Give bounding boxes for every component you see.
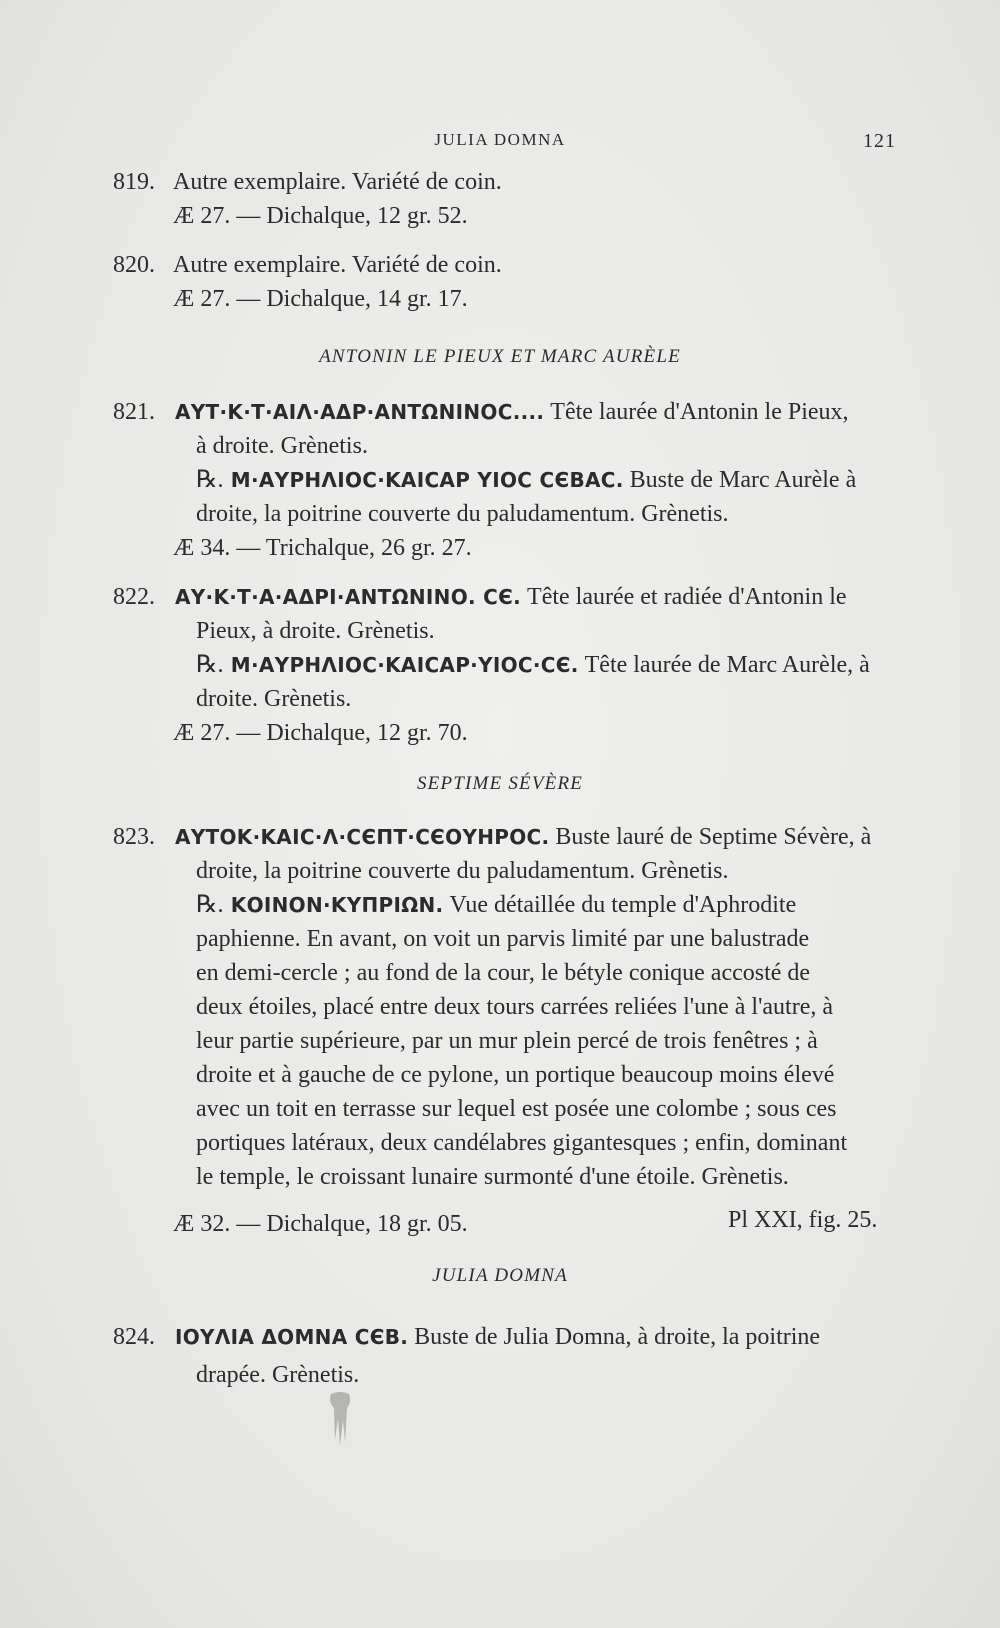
entry-text: portiques latéraux, deux candélabres gigantesques ; enfin, dominant (196, 1130, 848, 1156)
greek-legend: Μ·ΑΥΡΗΛΙΟϹ·ΚΑΙϹΑΡ ΥΙΟϹ ϹЄΒΑϹ. (223, 468, 624, 492)
entry-number: 824. (113, 1324, 155, 1350)
entry-text: le temple, le croissant lunaire surmonté d'une étoile. Grènetis. (196, 1164, 789, 1190)
entry-text: ℞. Μ·ΑΥΡΗΛΙΟϹ·ΚΑΙϹΑΡ ΥΙΟϹ ϹЄΒΑϹ. Buste de Marc Aurèle à (196, 467, 857, 493)
entry-text: droite et à gauche de ce pylone, un portique beaucoup moins élevé (196, 1062, 835, 1088)
greek-legend: ΙΟΥΛΙΑ ΔΟΜΝΑ ϹЄΒ. (175, 1325, 409, 1349)
section-heading: ANTONIN LE PIEUX ET MARC AURÈLE (319, 346, 681, 367)
entry-text: ΑΥ·Κ·Τ·Α·ΑΔΡΙ·ΑΝΤΩΝΙΝΟ. ϹЄ. Tête laurée et radiée d'Antonin le (175, 584, 847, 610)
entry-text: avec un toit en terrasse sur lequel est posée une colombe ; sous ces (196, 1096, 837, 1122)
entry-text: ΙΟΥΛΙΑ ΔΟΜΝΑ ϹЄΒ. Buste de Julia Domna, à droite, la poitrine (175, 1324, 821, 1350)
entry-text: Autre exemplaire. Variété de coin. (173, 252, 502, 278)
section-heading: JULIA DOMNA (432, 1265, 568, 1286)
entry-text: Pieux, à droite. Grènetis. (196, 618, 435, 644)
running-header: JULIA DOMNA (434, 130, 566, 149)
reverse-symbol: ℞. (196, 892, 224, 918)
entry-text: Æ 32. — Dichalque, 18 gr. 05. (173, 1211, 468, 1237)
entry-text: en demi-cercle ; au fond de la cour, le bétyle conique accosté de (196, 960, 811, 986)
entry-text: drapée. Grènetis. (196, 1362, 360, 1388)
entry-number: 821. (113, 399, 155, 425)
entry-text: ΑΥΤΟΚ·ΚΑΙϹ·Λ·ϹЄΠΤ·ϹЄΟΥΗΡΟϹ. Buste lauré de Septime Sévère, à (175, 824, 872, 850)
entry-text: ℞. ΚΟΙΝΟΝ·ΚΥΠΡΙΩΝ. Vue détaillée du temple d'Aphrodite (196, 892, 797, 918)
entry-text: ℞. Μ·ΑΥΡΗΛΙΟϹ·ΚΑΙϹΑΡ·ΥΙΟϹ·ϹЄ. Tête laurée de Marc Aurèle, à (196, 652, 870, 678)
entry-text: Æ 27. — Dichalque, 14 gr. 17. (173, 286, 468, 312)
entry-text: droite, la poitrine couverte du paludamentum. Grènetis. (196, 501, 729, 527)
greek-legend: ΑΥΤ·Κ·Τ·ΑΙΛ·ΑΔΡ·ΑΝΤΩΝΙΝΟϹ.... (175, 400, 545, 424)
greek-legend: ΚΟΙΝΟΝ·ΚΥΠΡΙΩΝ. (223, 893, 444, 917)
entry-number: 819. (113, 169, 155, 195)
entry-text: droite, la poitrine couverte du paludamentum. Grènetis. (196, 858, 729, 884)
entry-text: à droite. Grènetis. (196, 433, 368, 459)
entry-text: droite. Grènetis. (196, 686, 352, 712)
greek-legend: ΑΥΤΟΚ·ΚΑΙϹ·Λ·ϹЄΠΤ·ϹЄΟΥΗΡΟϹ. (175, 825, 550, 849)
greek-legend: ΑΥ·Κ·Τ·Α·ΑΔΡΙ·ΑΝΤΩΝΙΝΟ. ϹЄ. (175, 585, 522, 609)
plate-reference: Pl XXI, fig. 25. (728, 1207, 878, 1233)
entry-number: 822. (113, 584, 155, 610)
entry-number: 823. (113, 824, 155, 850)
entry-text: leur partie supérieure, par un mur plein percé de trois fenêtres ; à (196, 1028, 818, 1054)
entry-text: Æ 34. — Trichalque, 26 gr. 27. (173, 535, 472, 561)
section-heading: SEPTIME SÉVÈRE (416, 773, 584, 794)
greek-legend: Μ·ΑΥΡΗΛΙΟϹ·ΚΑΙϹΑΡ·ΥΙΟϹ·ϹЄ. (223, 653, 579, 677)
entry-text: deux étoiles, placé entre deux tours carrées reliées l'une à l'autre, à (196, 994, 834, 1020)
ink-blot-icon (325, 1390, 355, 1448)
entry-text: Æ 27. — Dichalque, 12 gr. 70. (173, 720, 468, 746)
entry-text: Æ 27. — Dichalque, 12 gr. 52. (173, 203, 468, 229)
entry-text: ΑΥΤ·Κ·Τ·ΑΙΛ·ΑΔΡ·ΑΝΤΩΝΙΝΟϹ.... Tête laurée d'Antonin le Pieux, (175, 399, 849, 425)
entry-text: Autre exemplaire. Variété de coin. (173, 169, 502, 195)
entry-number: 820. (113, 252, 155, 278)
reverse-symbol: ℞. (196, 467, 224, 493)
page-number: 121 (863, 130, 896, 152)
reverse-symbol: ℞. (196, 652, 224, 678)
entry-text: paphienne. En avant, on voit un parvis limité par une balustrade (196, 926, 810, 952)
